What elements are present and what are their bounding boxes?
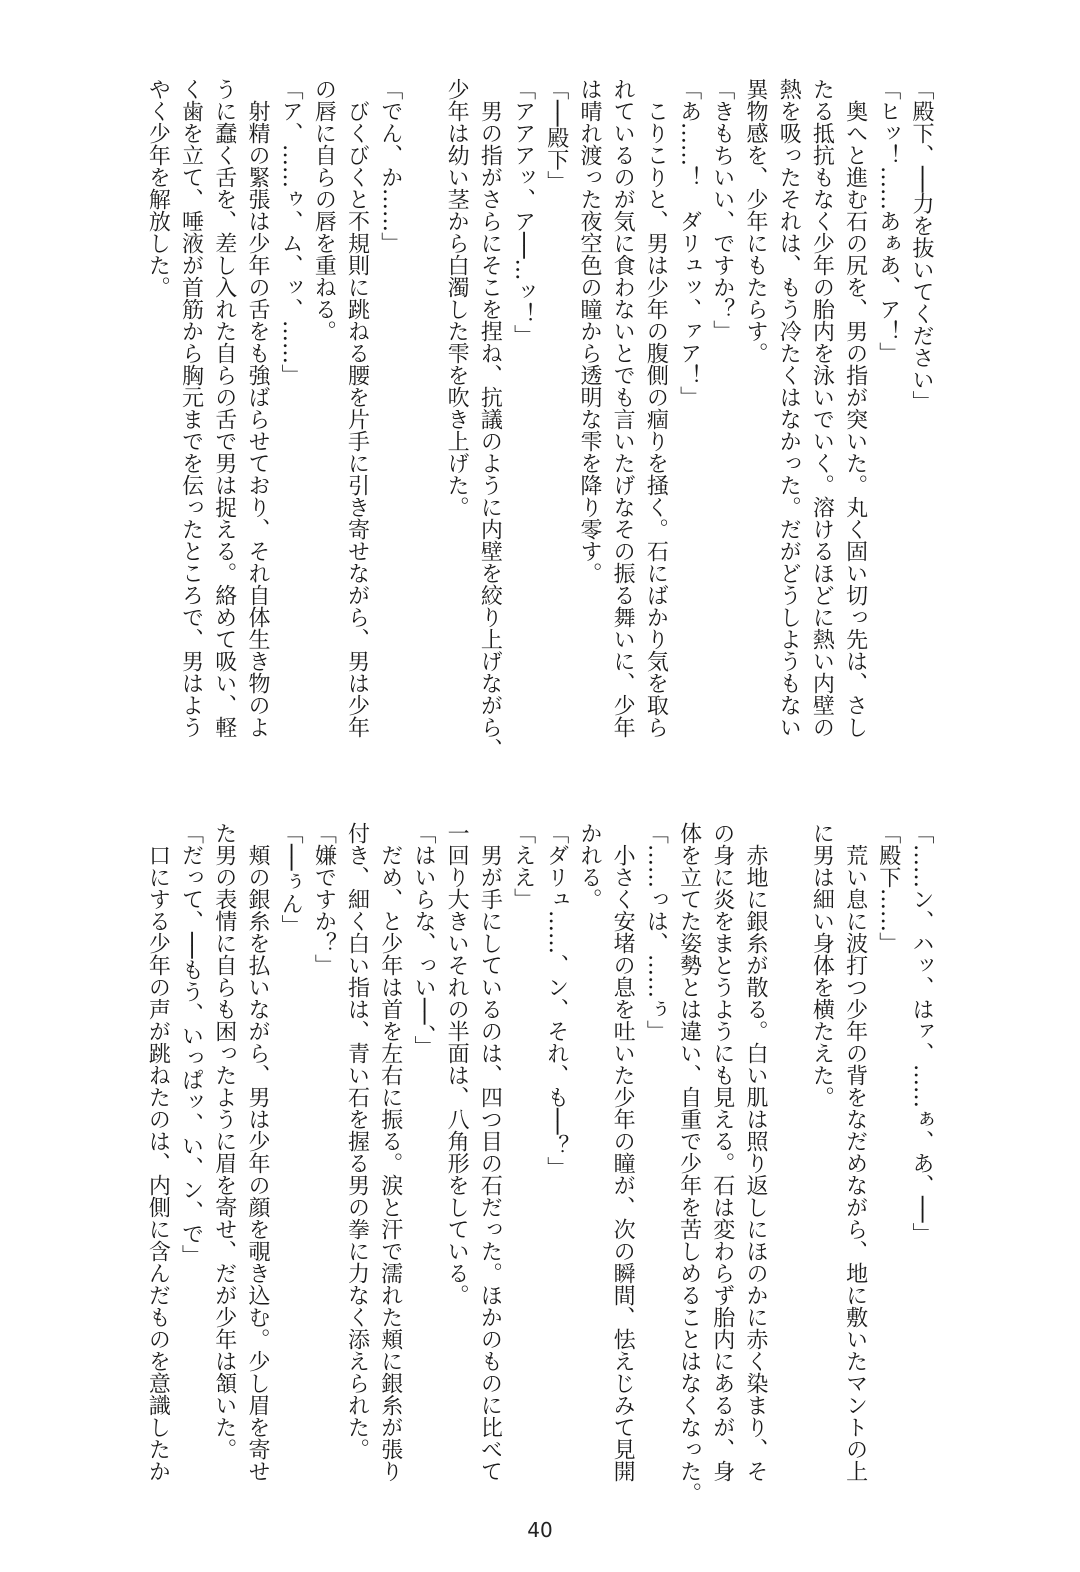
text-line: 「殿下、──力を抜いてください」 <box>909 78 934 413</box>
page-number: 40 <box>527 1518 553 1542</box>
text-line: 「嫌ですか？」 <box>311 822 337 976</box>
text-line: 少年は幼い茎から白濁した雫を吹き上げた。 <box>444 78 470 518</box>
text-line: 「……っは、……ぅ」 <box>643 822 669 1042</box>
text-line: 「ダリュ……、ン、それ、も──？」 <box>543 822 569 1179</box>
text-line: だめ、と少年は首を左右に振る。涙と汗で濡れた頬に銀糸が張り <box>377 822 403 1482</box>
text-line: 口にする少年の声が跳ねたのは、内側に含んだものを意識したか <box>145 822 171 1482</box>
text-line: く歯を立て、唾液が首筋から胸元までを伝ったところで、男はよう <box>178 78 204 738</box>
text-line: 頬の銀糸を払いながら、男は少年の顔を覗き込む。少し眉を寄せ <box>244 822 270 1482</box>
text-line: 男が手にしているのは、四つ目の石だった。ほかのものに比べて <box>477 822 503 1482</box>
text-line: 「ええ」 <box>510 822 536 910</box>
text-line: 射精の緊張は少年の舌をも強ばらせており、それ自体生き物のよ <box>244 78 270 738</box>
text-line: たる抵抗もなく少年の胎内を泳いでいく。溶けるほどに熱い内壁の <box>809 78 835 738</box>
text-line: 「──ぅん」 <box>278 822 304 937</box>
text-line: 小さく安堵の息を吐いた少年の瞳が、次の瞬間、怯えじみて見開 <box>610 822 636 1482</box>
text-block-top <box>142 78 938 760</box>
text-line: 「ヒッ！……あぁあ、ア！」 <box>875 78 901 364</box>
text-line: 「ア、……ゥ、ム、ッ、……」 <box>278 78 304 386</box>
text-line: の唇に自らの唇を重ねる。 <box>311 78 337 342</box>
text-line: 「──殿下」 <box>543 78 569 193</box>
text-line: 「……ン、ハッ、はァ、……ぁ、あ、──」 <box>909 822 934 1245</box>
text-line: 奥へと進む石の尻を、男の指が突いた。丸く固い切っ先は、さし <box>842 78 868 738</box>
text-line: かれる。 <box>576 822 602 910</box>
text-line: やく少年を解放した。 <box>145 78 171 298</box>
text-line: の身に炎をまとうようにも見える。石は変わらず胎内にあるが、身 <box>709 822 735 1482</box>
text-line: れているのが気に食わないとでも言いたげなその振る舞いに、少年 <box>610 78 636 738</box>
text-line: 熱を吸ったそれは、もう冷たくはなかった。だがどうしようもない <box>776 78 802 738</box>
text-line: に男は細い身体を横たえた。 <box>809 822 835 1108</box>
text-line: 荒い息に波打つ少年の背をなだめながら、地に敷いたマントの上 <box>842 822 868 1482</box>
text-line <box>772 822 805 1472</box>
text-line <box>407 78 440 728</box>
text-line: は晴れ渡った夜空色の瞳から透明な雫を降り零す。 <box>576 78 602 584</box>
text-line: うに蠢く舌を、差し入れた自らの舌で男は捉える。絡めて吸い、軽 <box>211 78 237 738</box>
text-block-bottom <box>142 822 938 1504</box>
text-line: 「アアアッ、ア──…ッ！」 <box>510 78 536 347</box>
text-line: 「あ……！ ダリュッ、ァア！」 <box>676 78 702 408</box>
text-line: 一回り大きいそれの半面は、八角形をしている。 <box>444 822 470 1306</box>
text-line: 「はいらな、っい──、」 <box>410 822 436 1058</box>
text-line: 赤地に銀糸が散る。白い肌は照り返しにほのかに赤く染まり、そ <box>742 822 768 1482</box>
text-line: こりこりと、男は少年の腹側の痼りを掻く。石にばかり気を取ら <box>643 78 669 738</box>
text-line: 男の指がさらにそこを捏ね、抗議のように内壁を絞り上げながら、 <box>477 78 503 760</box>
text-line: 体を立てた姿勢とは違い、自重で少年を苦しめることはなくなった。 <box>676 822 702 1504</box>
text-line: びくびくと不規則に跳ねる腰を片手に引き寄せながら、男は少年 <box>344 78 370 738</box>
text-line: 「殿下……」 <box>875 822 901 954</box>
text-line: 付き、細く白い指は、青い石を握る男の拳に力なく添えられた。 <box>344 822 370 1460</box>
text-line: た男の表情に自らも困ったように眉を寄せ、だが少年は頷いた。 <box>211 822 237 1460</box>
text-line: 「でん、か……」 <box>377 78 403 254</box>
text-line: 異物感を、少年にもたらす。 <box>742 78 768 364</box>
text-line: 「きもちいい、ですか？」 <box>709 78 735 342</box>
text-line: 「だって、──もう、いっぱッ、い、ン、で」 <box>178 822 204 1267</box>
